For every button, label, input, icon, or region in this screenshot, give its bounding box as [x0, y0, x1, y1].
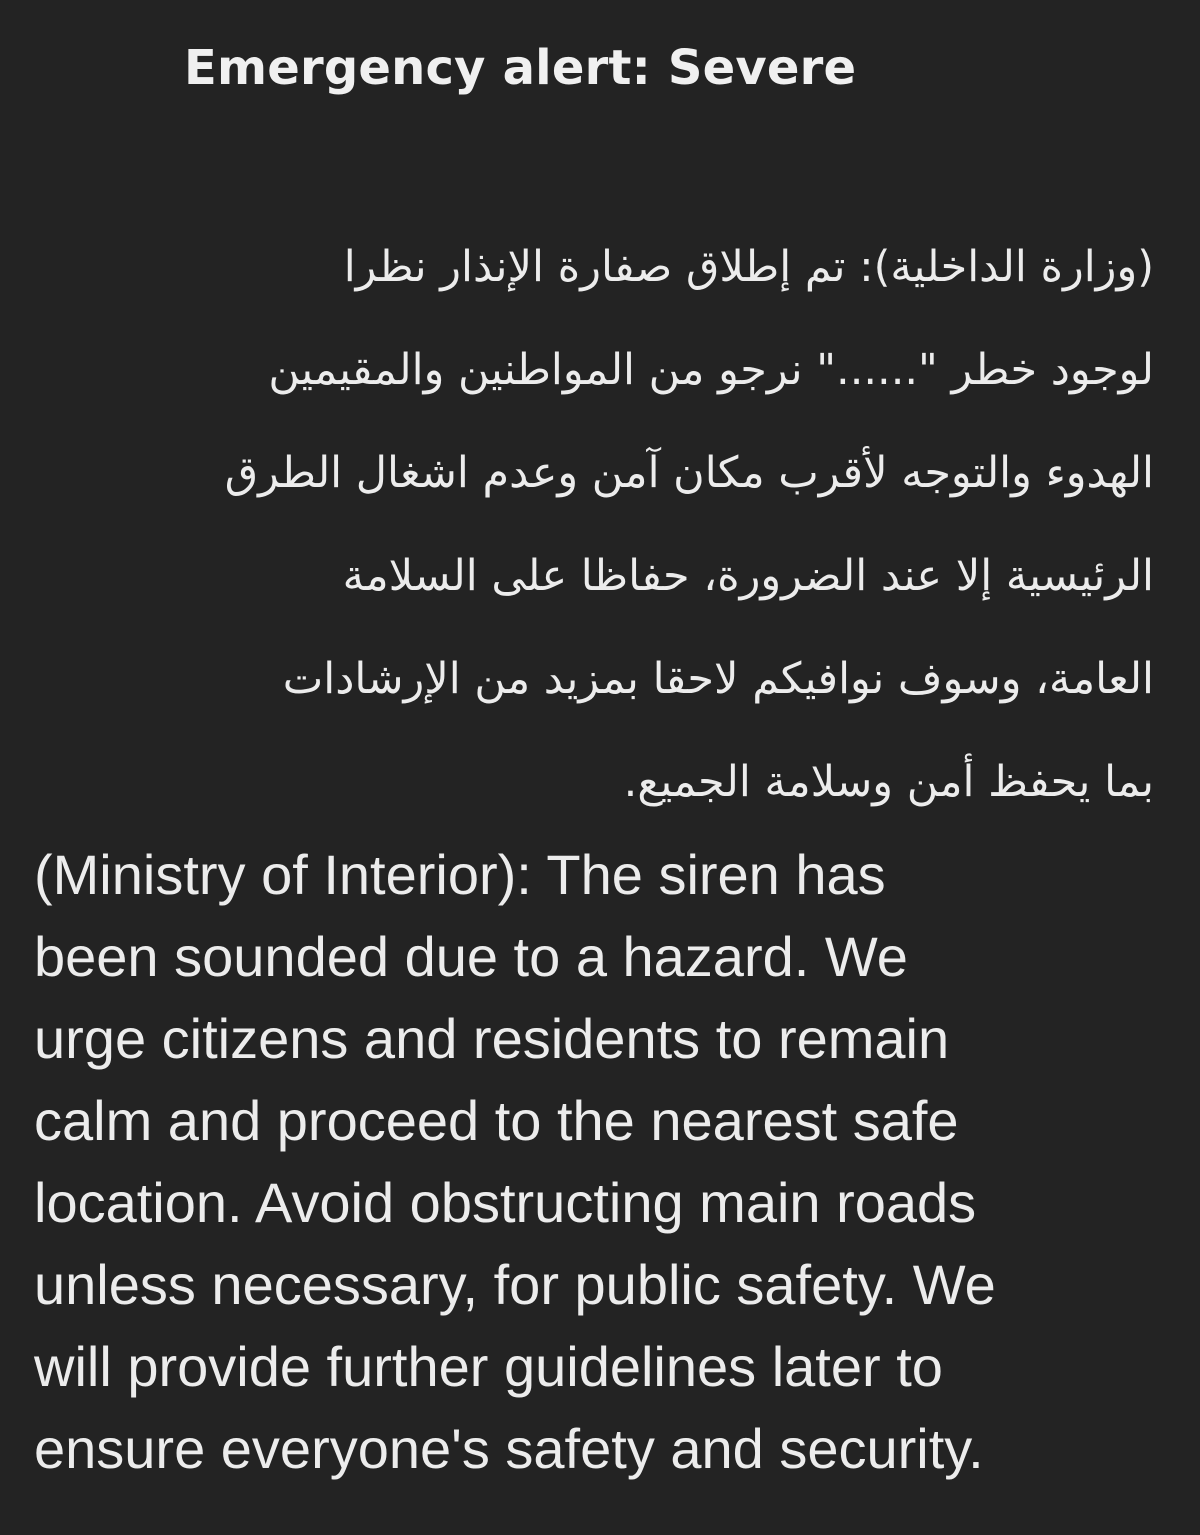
arabic-message-line: بما يحفظ أمن وسلامة الجميع.: [623, 757, 1154, 807]
english-message-line: will provide further guidelines later to: [34, 1335, 943, 1398]
english-message-line: location. Avoid obstructing main roads: [34, 1171, 977, 1234]
english-message-line: urge citizens and residents to remain: [34, 1007, 950, 1070]
english-message-line: unless necessary, for public safety. We: [34, 1253, 996, 1316]
alert-message-english: [34, 834, 1174, 1490]
arabic-message-line: الهدوء والتوجه لأقرب مكان آمن وعدم اشغال الطرق: [224, 448, 1154, 498]
alert-title: Emergency alert: Severe: [184, 40, 857, 96]
arabic-message-line: العامة، وسوف نوافيكم لاحقا بمزيد من الإرشادات: [282, 654, 1154, 704]
english-message-line: (Ministry of Interior): The siren has: [34, 843, 886, 906]
english-message-line: ensure everyone's safety and security.: [34, 1417, 984, 1480]
arabic-message-line: لوجود خطر "......" نرجو من المواطنين والمقيمين: [268, 345, 1154, 395]
english-message-line: been sounded due to a hazard. We: [34, 925, 908, 988]
english-message-line: calm and proceed to the nearest safe: [34, 1089, 959, 1152]
arabic-message-line: الرئيسية إلا عند الضرورة، حفاظا على السلامة: [342, 551, 1154, 601]
arabic-message-line: (وزارة الداخلية): تم إطلاق صفارة الإنذار نظرا: [343, 242, 1154, 292]
alert-message-arabic: [34, 216, 1154, 834]
